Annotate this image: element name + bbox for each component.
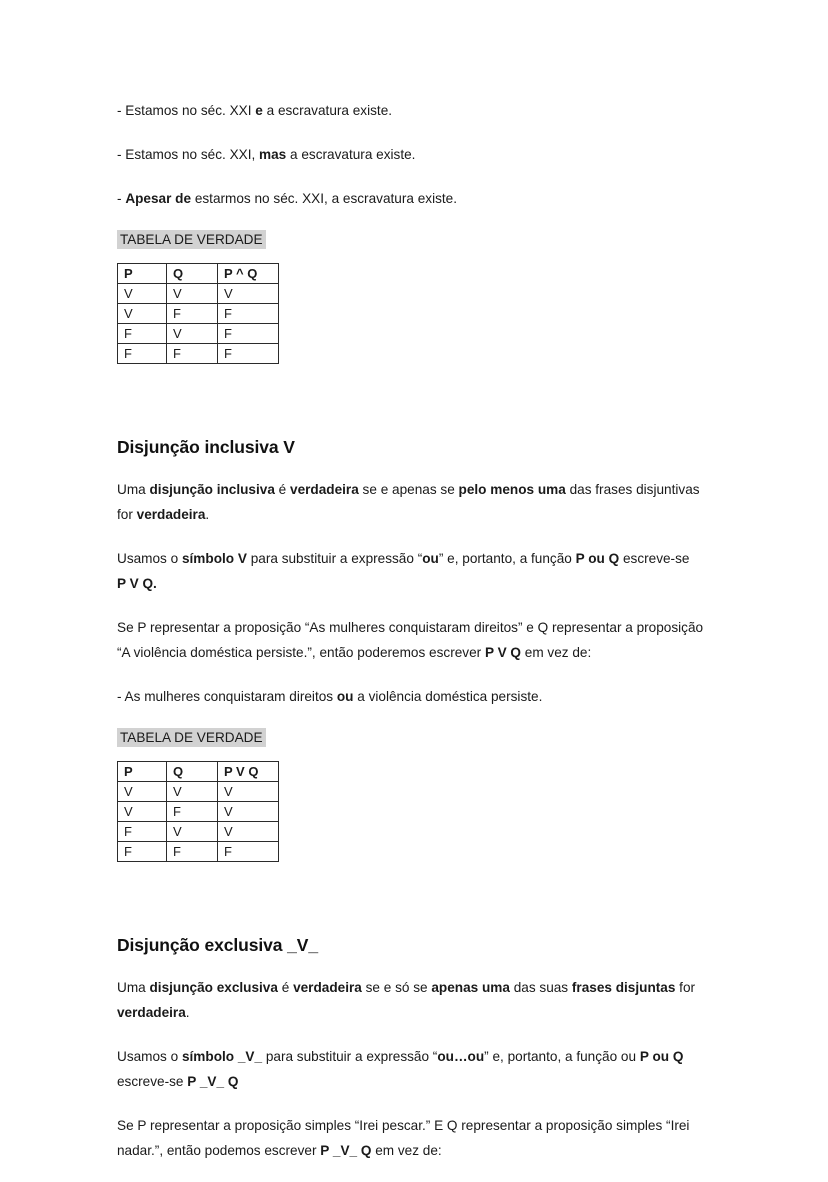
text-run: em vez de: — [371, 1143, 442, 1158]
table-row — [118, 822, 279, 842]
cell-p: F — [118, 842, 167, 862]
text-run-bold: verdadeira — [136, 507, 206, 522]
example-line-1-suffix: a escravatura existe. — [262, 103, 393, 118]
text-run-bold: símbolo V — [181, 551, 247, 566]
text-run: escreve-se — [117, 1074, 188, 1089]
table-row — [118, 284, 279, 304]
text-run: se e só se — [361, 980, 432, 995]
text-run-bold: pelo menos uma — [458, 482, 566, 497]
cell-p: V — [118, 802, 167, 822]
table-header-row — [118, 762, 279, 782]
cell-result: V — [218, 822, 279, 842]
cell-p: V — [118, 782, 167, 802]
table-row — [118, 802, 279, 822]
table-header-p: P — [118, 264, 167, 284]
text-run: é — [277, 980, 294, 995]
example-line-2-prefix: - Estamos no séc. XXI, — [117, 147, 260, 162]
table-row — [118, 782, 279, 802]
text-run-bold: P ou Q — [575, 551, 620, 566]
truth-table-conjuncao — [117, 263, 279, 364]
cell-q: V — [167, 822, 218, 842]
table-row — [118, 842, 279, 862]
text-run: Se P representar a proposição simples “Irei pescar.” E Q representar a proposição simples “Irei nadar.”, então podemos escrever — [117, 1118, 690, 1158]
text-run-bold: verdadeira — [293, 980, 362, 995]
cell-p: V — [118, 304, 167, 324]
text-run: em vez de: — [520, 645, 592, 660]
cell-result: F — [218, 344, 279, 364]
cell-p: F — [118, 344, 167, 364]
text-run: Uma — [117, 980, 150, 995]
disjuncao-exclusiva-example-intro — [117, 1113, 713, 1163]
truth-table-label-2 — [117, 728, 713, 747]
text-run: Se P representar a proposição “As mulheres conquistaram direitos” e Q representar a proposição “A violência doméstica persiste.”, então poderemos escrever — [117, 620, 704, 660]
cell-p: F — [118, 324, 167, 344]
table-header-p: P — [118, 762, 167, 782]
example-line-1 — [117, 98, 713, 123]
text-run: Uma — [117, 482, 150, 497]
text-run: é — [274, 482, 291, 497]
text-run: . — [205, 507, 210, 522]
disjuncao-exclusiva-symbol — [117, 1044, 713, 1094]
truth-table-disjuncao-inclusiva — [117, 761, 279, 862]
text-run: - As mulheres conquistaram direitos — [117, 689, 337, 704]
truth-table-label-1-text: TABELA DE VERDADE — [117, 230, 266, 249]
text-run-bold: apenas uma — [431, 980, 510, 995]
text-run: Usamos o — [117, 1049, 182, 1064]
cell-result: F — [218, 324, 279, 344]
example-line-1-bold: e — [255, 103, 263, 118]
cell-result: V — [218, 782, 279, 802]
text-run-bold: ou — [336, 689, 354, 704]
text-run: Usamos o — [117, 551, 182, 566]
text-run: escreve-se — [619, 551, 690, 566]
text-run-bold: símbolo _V_ — [181, 1049, 263, 1064]
text-run: das suas — [509, 980, 572, 995]
disjuncao-inclusiva-example-line — [117, 684, 713, 709]
text-run-bold: P _V_ Q — [320, 1143, 372, 1158]
table-header-result: P V Q — [218, 762, 279, 782]
document-content — [117, 98, 713, 1182]
text-run: ” e, portanto, a função ou — [484, 1049, 640, 1064]
example-line-1-prefix: - Estamos no séc. XXI — [117, 103, 256, 118]
truth-table-label-2-text: TABELA DE VERDADE — [117, 728, 266, 747]
text-run: a violência doméstica persiste. — [353, 689, 543, 704]
disjuncao-inclusiva-example-intro — [117, 615, 713, 665]
formula-p-xor-q: P _V_ Q — [187, 1074, 239, 1089]
cell-q: F — [167, 344, 218, 364]
cell-q: V — [167, 284, 218, 304]
text-run-bold: frases disjuntas — [571, 980, 676, 995]
text-run: das frases disjuntivas for — [117, 482, 700, 522]
text-run: para substituir a expressão “ — [262, 1049, 438, 1064]
table-row — [118, 324, 279, 344]
cell-q: V — [167, 324, 218, 344]
cell-q: F — [167, 802, 218, 822]
spacer — [117, 364, 713, 400]
disjuncao-inclusiva-definition — [117, 477, 713, 527]
text-run: . — [185, 1005, 190, 1020]
cell-result: V — [218, 284, 279, 304]
cell-p: V — [118, 284, 167, 304]
heading-disjuncao-inclusiva: Disjunção inclusiva V — [117, 437, 295, 457]
disjuncao-exclusiva-definition — [117, 975, 713, 1025]
text-run-bold: P V Q — [484, 645, 521, 660]
spacer — [117, 862, 713, 898]
cell-q: V — [167, 782, 218, 802]
cell-result: F — [218, 304, 279, 324]
cell-result: F — [218, 842, 279, 862]
text-run: for — [675, 980, 696, 995]
example-line-2-suffix: a escravatura existe. — [286, 147, 416, 162]
example-line-3-suffix: estarmos no séc. XXI, a escravatura existe. — [191, 191, 457, 206]
cell-q: F — [167, 842, 218, 862]
text-run-bold: P ou Q — [639, 1049, 684, 1064]
table-row — [118, 304, 279, 324]
example-line-3 — [117, 186, 713, 211]
text-run: para substituir a expressão “ — [246, 551, 423, 566]
example-line-2 — [117, 142, 713, 167]
formula-p-v-q: P V Q. — [117, 576, 157, 591]
text-run: se e apenas se — [358, 482, 459, 497]
table-row — [118, 344, 279, 364]
text-run-bold: verdadeira — [290, 482, 359, 497]
cell-q: F — [167, 304, 218, 324]
text-run-bold: disjunção inclusiva — [149, 482, 275, 497]
text-run-bold: disjunção exclusiva — [149, 980, 278, 995]
text-run-bold: ou — [422, 551, 439, 566]
truth-table-label-1 — [117, 230, 713, 249]
table-header-result: P ^ Q — [218, 264, 279, 284]
example-line-3-bold: Apesar de — [125, 191, 192, 206]
disjuncao-inclusiva-symbol — [117, 546, 713, 596]
text-run: ” e, portanto, a função — [438, 551, 576, 566]
heading-disjuncao-exclusiva: Disjunção exclusiva _V_ — [117, 935, 319, 955]
cell-p: F — [118, 822, 167, 842]
example-line-3-prefix: - — [117, 191, 126, 206]
table-header-q: Q — [167, 762, 218, 782]
table-header-q: Q — [167, 264, 218, 284]
example-line-2-bold: mas — [259, 147, 287, 162]
text-run-bold: verdadeira — [117, 1005, 186, 1020]
table-header-row — [118, 264, 279, 284]
cell-result: V — [218, 802, 279, 822]
text-run-bold: ou…ou — [437, 1049, 485, 1064]
